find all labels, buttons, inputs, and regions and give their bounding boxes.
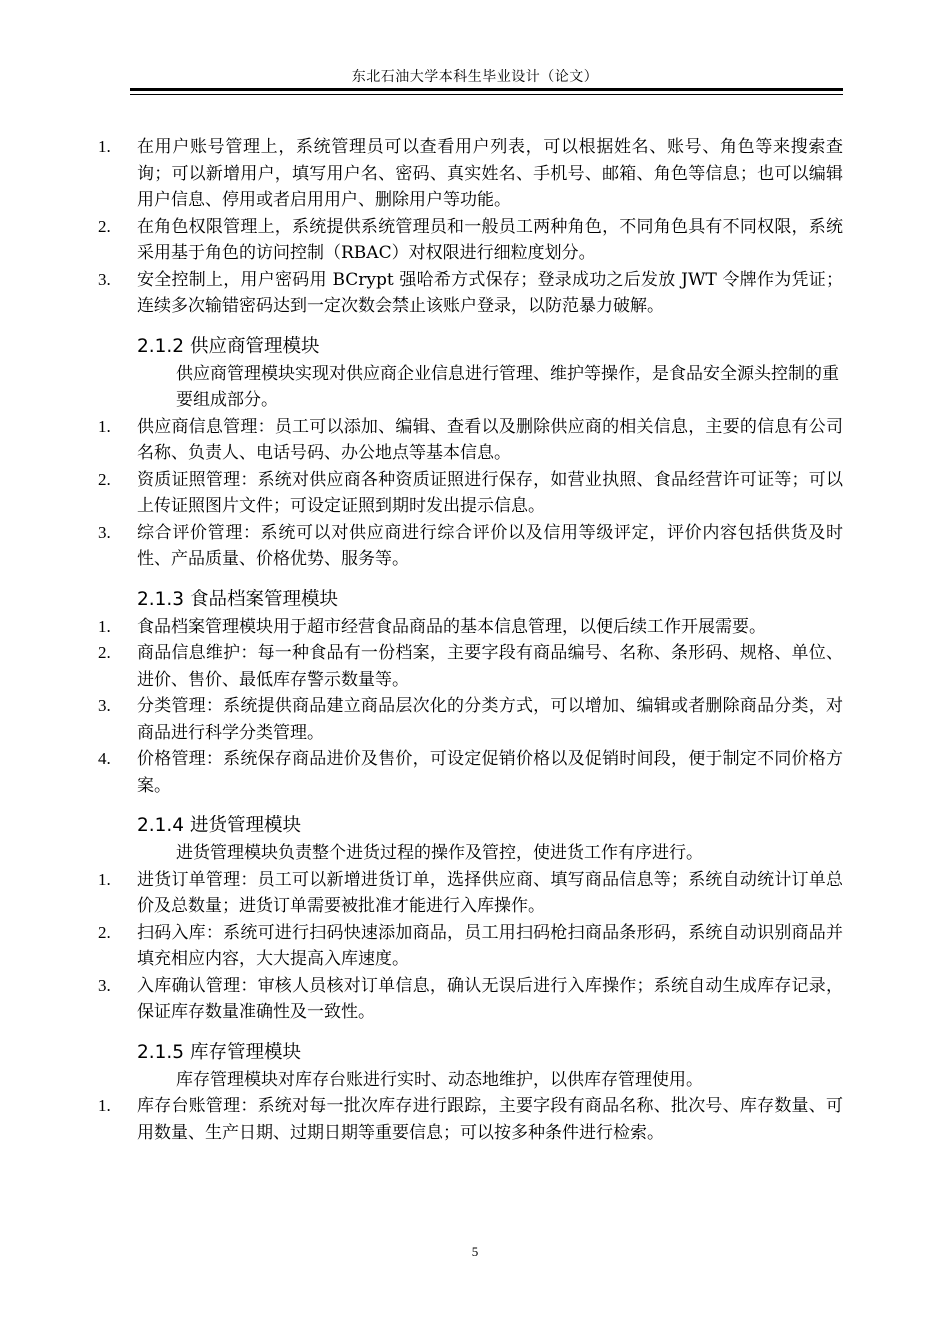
list-number: 1. (98, 869, 111, 889)
header-rule-thin (130, 94, 843, 95)
list-text: 综合评价管理：系统可以对供应商进行综合评价以及信用等级评定，评价内容包括供货及时性、产品质量、价格优势、服务等。 (137, 522, 843, 569)
list-number: 1. (98, 137, 111, 156)
list-text: 供应商信息管理：员工可以添加、编辑、查看以及删除供应商的相关信息，主要的信息有公司名称、负责人、电话号码、办公地点等基本信息。 (137, 416, 843, 463)
list-text: 资质证照管理：系统对供应商各种资质证照进行保存，如营业执照、食品经营许可证等；可以上传证照图片文件；可设定证照到期时发出提示信息。 (137, 469, 843, 516)
page-number: 5 (471, 1244, 479, 1259)
list-text: 扫码入库：系统可进行扫码快速添加商品，员工用扫码枪扫商品条形码，系统自动识别商品并填充相应内容，大大提高入库速度。 (137, 922, 843, 969)
list-item (98, 214, 843, 267)
list-number: 3. (98, 522, 111, 542)
list-item (98, 693, 843, 746)
list-number: 2. (98, 469, 111, 489)
list-item (98, 467, 843, 520)
list-text: 商品信息维护：每一种食品有一份档案，主要字段有商品编号、名称、条形码、规格、单位、进价、售价、最低库存警示数量等。 (137, 643, 843, 690)
list-text: 分类管理：系统提供商品建立商品层次化的分类方式，可以增加、编辑或者删除商品分类，对商品进行科学分类管理。 (137, 696, 843, 743)
section-heading-2-1-3: 2.1.3 食品档案管理模块 (137, 588, 338, 610)
list-text: 进货订单管理：员工可以新增进货订单，选择供应商、填写商品信息等；系统自动统计订单总价及总数量；进货订单需要被批准才能进行入库操作。 (137, 869, 843, 916)
list-number: 3. (98, 975, 111, 995)
body-content (98, 134, 843, 1146)
list-number: 3. (98, 269, 111, 289)
list-item (98, 973, 843, 1026)
list-number: 2. (98, 643, 111, 662)
paragraph-text: 库存管理模块对库存台账进行实时、动态地维护，以供库存管理使用。 (176, 1069, 703, 1090)
list-number: 4. (98, 749, 111, 768)
section-heading-2-1-4: 2.1.4 进货管理模块 (137, 815, 301, 836)
list-item (98, 920, 843, 973)
running-header: 东北石油大学本科生毕业设计（论文） (351, 69, 599, 85)
list-text: 在角色权限管理上，系统提供系统管理员和一般员工两种角色，不同角色具有不同权限，系统采用基于角色的访问控制（RBAC）对权限进行细粒度划分。 (137, 216, 843, 263)
header-rule-thick (130, 88, 843, 91)
list-text: 安全控制上，用户密码用 BCrypt 强哈希方式保存；登录成功之后发放 JWT 令牌作为凭证；连续多次输错密码达到一定次数会禁止该账户登录，以防范暴力破解。 (137, 269, 843, 316)
list-number: 3. (98, 696, 111, 715)
list-text: 在用户账号管理上，系统管理员可以查看用户列表，可以根据姓名、账号、角色等来搜索查询；可以新增用户，填写用户名、密码、真实姓名、手机号、邮箱、角色等信息；也可以编辑用户信息、停用或者启用用户、删除用户等功能。 (137, 137, 843, 210)
list-item (98, 867, 843, 920)
list-number: 1. (98, 616, 111, 636)
section-heading-2-1-2: 2.1.2 供应商管理模块 (137, 335, 320, 357)
list-number: 1. (98, 1096, 111, 1115)
section-heading-2-1-5: 2.1.5 库存管理模块 (137, 1041, 301, 1063)
list-item (98, 614, 843, 641)
list-text: 食品档案管理模块用于超市经营食品商品的基本信息管理，以便后续工作开展需要。 (137, 616, 766, 637)
list-item (98, 1093, 843, 1146)
section-intro-paragraph (98, 1067, 843, 1094)
list-item (98, 640, 843, 693)
section-intro-paragraph (98, 361, 843, 414)
paragraph-text: 供应商管理模块实现对供应商企业信息进行管理、维护等操作，是食品安全源头控制的重要组成部分。 (176, 363, 839, 410)
section-intro-paragraph (98, 840, 843, 867)
list-item (98, 134, 843, 214)
list-text: 入库确认管理：审核人员核对订单信息，确认无误后进行入库操作；系统自动生成库存记录，保证库存数量准确性及一致性。 (137, 975, 843, 1022)
paragraph-text: 进货管理模块负责整个进货过程的操作及管控，使进货工作有序进行。 (176, 843, 703, 863)
list-number: 2. (98, 922, 111, 942)
list-text: 价格管理：系统保存商品进价及售价，可设定促销价格以及促销时间段，便于制定不同价格方案。 (137, 749, 843, 796)
list-number: 2. (98, 216, 111, 236)
list-text: 库存台账管理：系统对每一批次库存进行跟踪，主要字段有商品名称、批次号、库存数量、可用数量、生产日期、过期日期等重要信息；可以按多种条件进行检索。 (137, 1096, 843, 1143)
list-number: 1. (98, 416, 111, 436)
list-item (98, 746, 843, 799)
list-item (98, 267, 843, 320)
list-item (98, 520, 843, 573)
list-item (98, 414, 843, 467)
intro-list (98, 134, 843, 320)
